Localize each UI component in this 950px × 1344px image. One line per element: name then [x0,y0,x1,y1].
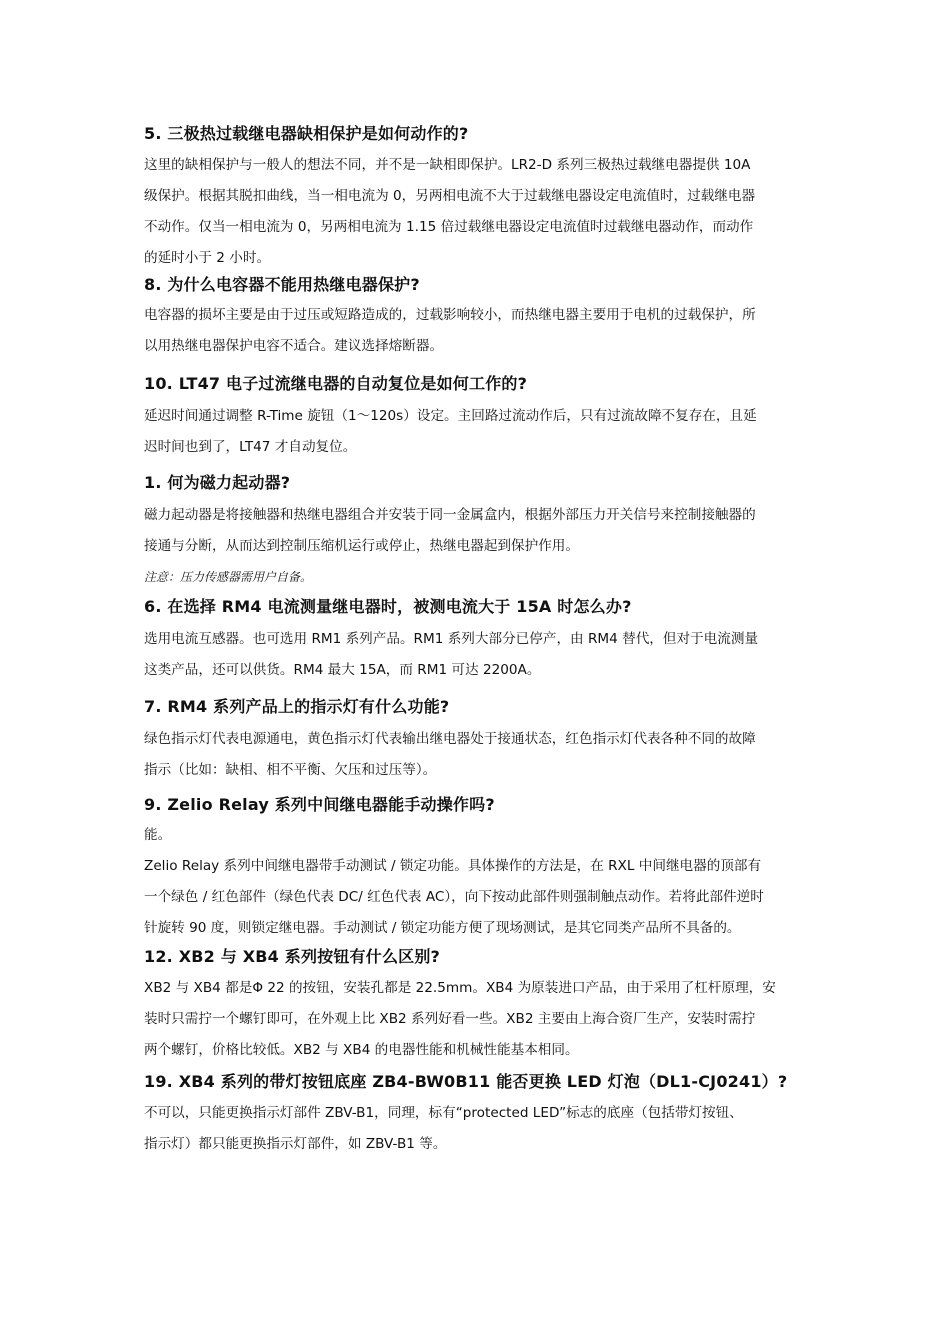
answer-line: 接通与分断，从而达到控制压缩机运行或停止，热继电器起到保护作用。 [144,538,579,554]
question-heading: 7. RM4 系列产品上的指示灯有什么功能? [144,697,450,716]
question-heading: 6. 在选择 RM4 电流测量继电器时，被测电流大于 15A 时怎么办? [144,597,632,616]
answer-line: 一个绿色 / 红色部件（绿色代表 DC/ 红色代表 AC），向下按动此部件则强制触点动作。若将此部件逆时 [144,889,764,905]
answer-line: 针旋转 90 度，则锁定继电器。手动测试 / 锁定功能方便了现场测试，是其它同类产品所不具备的。 [144,920,741,936]
question-heading: 9. Zelio Relay 系列中间继电器能手动操作吗? [144,795,495,814]
answer-line: 选用电流互感器。也可选用 RM1 系列产品。RM1 系列大部分已停产，由 RM4 替代，但对于电流测量 [144,631,759,647]
answer-line: 指示灯）都只能更换指示灯部件，如 ZBV-B1 等。 [144,1136,447,1152]
question-heading: 10. LT47 电子过流继电器的自动复位是如何工作的? [144,374,528,393]
question-heading: 19. XB4 系列的带灯按钮底座 ZB4-BW0B11 能否更换 LED 灯泡（DL1-CJ0241）? [144,1072,788,1091]
note-text: 注意：压力传感器需用户自备。 [144,570,313,584]
answer-line: 电容器的损坏主要是由于过压或短路造成的，过载影响较小，而热继电器主要用于电机的过载保护，所 [144,307,756,323]
answer-line: 磁力起动器是将接触器和热继电器组合并安装于同一金属盒内，根据外部压力开关信号来控制接触器的 [144,507,756,523]
answer-line: Zelio Relay 系列中间继电器带手动测试 / 锁定功能。具体操作的方法是，在 RXL 中间继电器的顶部有 [144,858,762,874]
answer-line: 的延时小于 2 小时。 [144,250,271,266]
answer-line: 不动作。仅当一相电流为 0，另两相电流为 1.15 倍过载继电器设定电流值时过载继电器动作，而动作 [144,219,754,235]
answer-line: 绿色指示灯代表电源通电，黄色指示灯代表输出继电器处于接通状态，红色指示灯代表各种不同的故障 [144,731,756,747]
answer-line: 这类产品，还可以供货。RM4 最大 15A，而 RM1 可达 2200A。 [144,662,541,678]
answer-line: 能。 [144,827,172,843]
answer-line: 以用热继电器保护电容不适合。建议选择熔断器。 [144,338,444,354]
answer-line: 这里的缺相保护与一般人的想法不同，并不是一缺相即保护。LR2-D 系列三极热过载继电器提供 10A [144,157,751,173]
answer-line: 不可以，只能更换指示灯部件 ZBV-B1，同理，标有“protected LED”标志的底座（包括带灯按钮、 [144,1105,743,1121]
answer-line: 两个螺钉，价格比较低。XB2 与 XB4 的电器性能和机械性能基本相同。 [144,1042,579,1058]
question-heading: 12. XB2 与 XB4 系列按钮有什么区别? [144,947,441,966]
question-heading: 1. 何为磁力起动器? [144,473,291,492]
answer-line: XB2 与 XB4 都是Φ 22 的按钮，安装孔都是 22.5mm。XB4 为原装进口产品，由于采用了杠杆原理，安 [144,980,776,996]
answer-line: 装时只需拧一个螺钉即可，在外观上比 XB2 系列好看一些。XB2 主要由上海合资厂生产，安装时需拧 [144,1011,756,1027]
question-heading: 8. 为什么电容器不能用热继电器保护? [144,275,420,294]
question-heading: 5. 三极热过载继电器缺相保护是如何动作的? [144,124,469,143]
answer-line: 指示（比如：缺相、相不平衡、欠压和过压等）。 [144,762,437,778]
answer-line: 迟时间也到了，LT47 才自动复位。 [144,439,357,455]
answer-line: 级保护。根据其脱扣曲线，当一相电流为 0，另两相电流不大于过载继电器设定电流值时，过载继电器 [144,188,756,204]
answer-line: 延迟时间通过调整 R-Time 旋钮（1～120s）设定。主回路过流动作后，只有过流故障不复存在，且延 [144,408,757,424]
